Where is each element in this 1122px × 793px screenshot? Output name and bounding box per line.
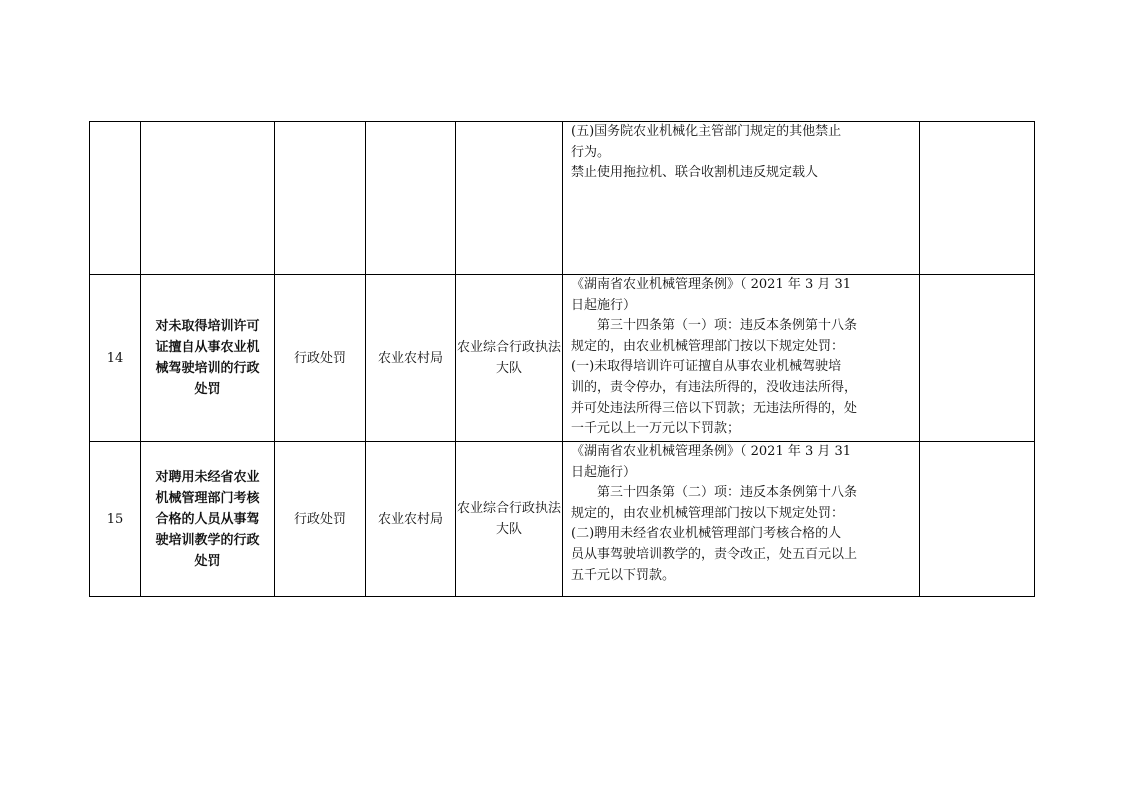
basis-line: 禁止使用拖拉机、联合收割机违反规定载人 — [571, 165, 819, 181]
basis-line: 规定的，由农业机械管理部门按以下规定处罚： — [571, 338, 845, 354]
basis-line: 日起施行） — [571, 464, 637, 480]
basis-line: 第三十四条第（一）项：违反本条例第十八条 — [597, 318, 858, 334]
basis-line: 员从事驾驶培训教学的，责令改正，处五百元以上 — [571, 546, 858, 562]
enforcement-unit — [456, 122, 563, 275]
basis-line: 行为。 — [571, 144, 611, 160]
row-number: 14 — [90, 275, 141, 442]
basis-line: 训的，责令停办，有违法所得的，没收违法所得， — [571, 379, 858, 395]
table-row — [90, 122, 1035, 275]
table-row — [90, 275, 1035, 442]
basis-line: 《湖南省农业机械管理条例》（ 2021 年 3 月 31 — [571, 444, 852, 459]
basis-line: (一)未取得培训许可证擅自从事农业机械驾驶培 — [571, 359, 842, 375]
item-name: 对未取得培训许可证擅自从事农业机械驾驶培训的行政处罚 — [141, 275, 275, 442]
basis-line: 《湖南省农业机械管理条例》（ 2021 年 3 月 31 — [571, 277, 852, 292]
item-name: 对聘用未经省农业机械管理部门考核合格的人员从事驾驶培训教学的行政处罚 — [141, 442, 275, 597]
basis-line: 第三十四条第（二）项：违反本条例第十八条 — [597, 485, 858, 501]
legal-basis — [563, 122, 920, 275]
item-name — [141, 122, 275, 275]
item-category: 行政处罚 — [275, 275, 366, 442]
responsible-department — [366, 122, 456, 275]
basis-line: 规定的，由农业机械管理部门按以下规定处罚： — [571, 505, 845, 521]
remark — [920, 275, 1035, 442]
remark — [920, 442, 1035, 597]
legal-basis — [563, 275, 920, 442]
basis-line: (二)聘用未经省农业机械管理部门考核合格的人 — [571, 526, 842, 542]
enforcement-unit: 农业综合行政执法大队 — [456, 442, 563, 597]
row-number: 15 — [90, 442, 141, 597]
responsible-department: 农业农村局 — [366, 442, 456, 597]
table-row — [90, 442, 1035, 597]
row-number — [90, 122, 141, 275]
basis-line: 日起施行） — [571, 297, 637, 313]
basis-line: 并可处违法所得三倍以下罚款；无违法所得的，处 — [571, 400, 858, 416]
basis-line: 五千元以下罚款。 — [571, 567, 676, 583]
item-category — [275, 122, 366, 275]
responsible-department: 农业农村局 — [366, 275, 456, 442]
remark — [920, 122, 1035, 275]
enforcement-unit: 农业综合行政执法大队 — [456, 275, 563, 442]
basis-line: (五)国务院农业机械化主管部门规定的其他禁止 — [571, 124, 842, 139]
item-category: 行政处罚 — [275, 442, 366, 597]
basis-line: 一千元以上一万元以下罚款； — [571, 421, 741, 437]
legal-basis — [563, 442, 920, 597]
administrative-penalty-table — [89, 121, 1035, 597]
